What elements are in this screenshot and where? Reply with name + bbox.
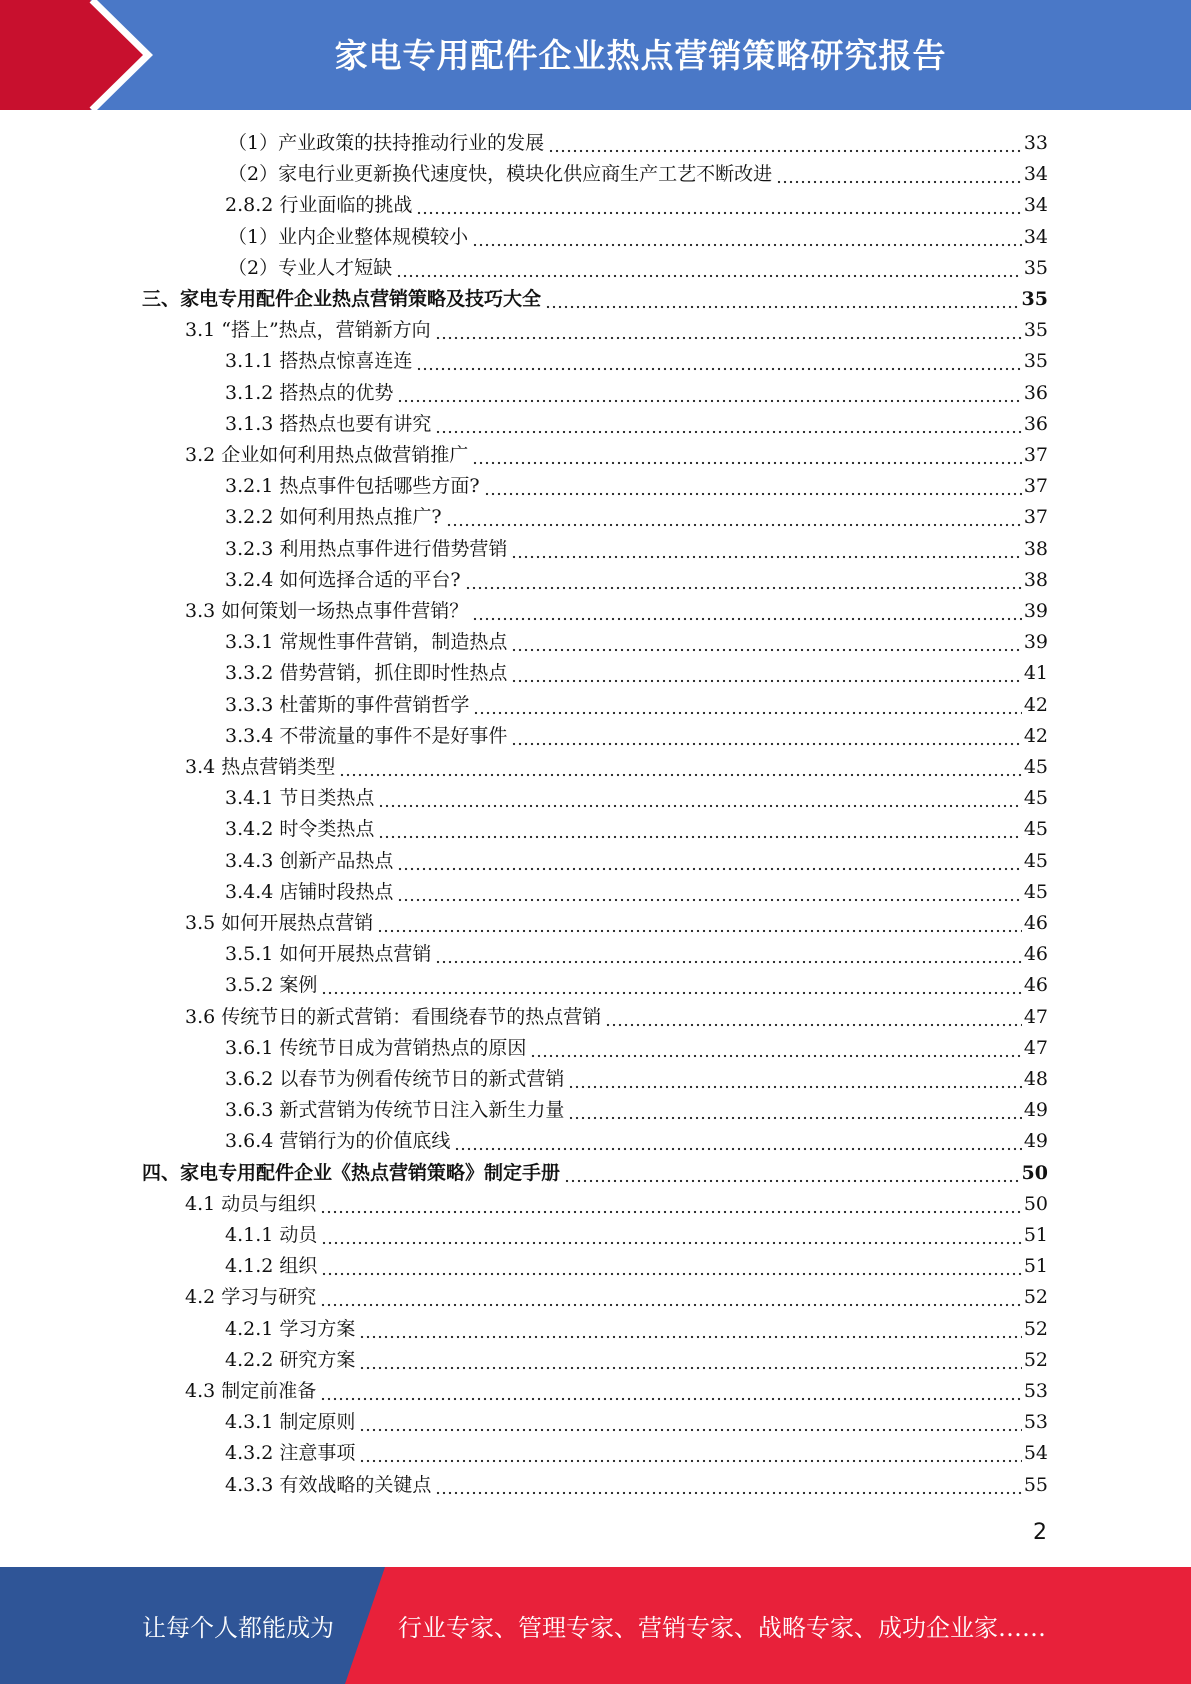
toc-entry-label: 3.6 传统节日的新式营销：看围绕春节的热点营销 xyxy=(185,1005,602,1028)
toc-leader-dots xyxy=(564,1158,1020,1188)
toc-entry[interactable] xyxy=(225,409,1048,439)
toc-leader-dots xyxy=(568,1095,1021,1125)
toc-leader-dots xyxy=(378,783,1021,813)
toc-leader-dots xyxy=(605,1002,1022,1032)
toc-entry-label: 3.1.3 搭热点也要有讲究 xyxy=(225,412,432,435)
toc-entry-page: 35 xyxy=(1023,256,1048,279)
toc-entry-page: 51 xyxy=(1023,1224,1048,1246)
toc-entry-page: 52 xyxy=(1023,1317,1048,1340)
toc-entry-page: 37 xyxy=(1023,475,1048,498)
page-footer xyxy=(0,1567,1191,1684)
toc-entry[interactable] xyxy=(185,908,1048,938)
toc-leader-dots xyxy=(397,877,1021,907)
toc-entry[interactable] xyxy=(185,1002,1048,1032)
toc-entry-page: 41 xyxy=(1023,662,1048,685)
toc-entry-label: 2.8.2 行业面临的挑战 xyxy=(225,194,413,217)
toc-entry-label: 四、家电专用配件企业《热点营销策略》制定手册 xyxy=(142,1161,561,1184)
toc-entry-label: （1）业内企业整体规模较小 xyxy=(228,225,469,248)
toc-leader-dots xyxy=(416,190,1021,220)
page-number: 2 xyxy=(1033,1520,1047,1545)
toc-entry-page: 52 xyxy=(1023,1286,1048,1309)
toc-entry-label: 4.3 制定前准备 xyxy=(185,1380,317,1402)
toc-entry[interactable] xyxy=(228,253,1048,283)
toc-leader-dots xyxy=(396,253,1022,283)
page-header xyxy=(0,0,1191,110)
toc-entry[interactable] xyxy=(185,1376,1048,1406)
toc-entry[interactable] xyxy=(225,1314,1048,1344)
toc-entry-label: 4.2.2 研究方案 xyxy=(225,1348,356,1371)
toc-entry-label: 3.5.1 如何开展热点营销 xyxy=(225,943,432,966)
toc-leader-dots xyxy=(435,409,1021,439)
toc-entry-label: 4.2.1 学习方案 xyxy=(225,1317,356,1340)
toc-entry-label: 三、家电专用配件企业热点营销策略及技巧大全 xyxy=(142,288,542,310)
toc-entry[interactable] xyxy=(225,846,1048,876)
toc-entry-label: 3.6.2 以春节为例看传统节日的新式营销 xyxy=(225,1068,565,1090)
toc-entry-page: 34 xyxy=(1023,194,1048,217)
toc-entry[interactable] xyxy=(225,1095,1048,1125)
toc-entry-label: 3.5 如何开展热点营销 xyxy=(185,912,374,934)
toc-entry-page: 50 xyxy=(1023,1192,1048,1215)
toc-entry[interactable] xyxy=(185,440,1048,470)
toc-entry-page: 36 xyxy=(1023,381,1048,404)
toc-entry-page: 35 xyxy=(1023,350,1048,373)
toc-entry-label: 3.3.1 常规性事件营销，制造热点 xyxy=(225,631,508,654)
toc-leader-dots xyxy=(568,1064,1021,1094)
toc-entry-page: 49 xyxy=(1023,1130,1048,1153)
toc-entry-label: 4.1.2 组织 xyxy=(225,1255,318,1278)
toc-entry-label: 3.2.4 如何选择合适的平台? xyxy=(225,568,461,591)
document-title: 家电专用配件企业热点营销策略研究报告 xyxy=(334,35,947,75)
toc-leader-dots xyxy=(548,128,1022,158)
toc-entry[interactable] xyxy=(142,284,1048,314)
toc-entry-label: 3.5.2 案例 xyxy=(225,974,318,997)
toc-entry-page: 45 xyxy=(1023,818,1048,841)
toc-entry-page: 45 xyxy=(1023,880,1048,903)
toc-entry-page: 38 xyxy=(1023,537,1048,560)
toc-leader-dots xyxy=(446,502,1022,532)
toc-entry-page: 36 xyxy=(1023,412,1048,435)
toc-leader-dots xyxy=(321,1251,1021,1281)
toc-entry-page: 34 xyxy=(1023,163,1048,186)
toc-entry[interactable] xyxy=(225,658,1048,688)
toc-entry-page: 35 xyxy=(1021,288,1048,310)
toc-entry-label: 3.6.3 新式营销为传统节日注入新生力量 xyxy=(225,1099,565,1122)
toc-entry-label: 3.6.1 传统节日成为营销热点的原因 xyxy=(225,1036,527,1059)
toc-entry-label: 3.2.3 利用热点事件进行借势营销 xyxy=(225,537,508,560)
toc-leader-dots xyxy=(359,1438,1021,1468)
toc-entry[interactable] xyxy=(225,970,1048,1000)
toc-entry-label: 3.4.4 店铺时段热点 xyxy=(225,880,394,903)
toc-entry[interactable] xyxy=(228,159,1048,189)
toc-entry-label: 3.3 如何策划一场热点事件营销？ xyxy=(185,600,469,622)
toc-entry[interactable] xyxy=(225,627,1048,657)
toc-leader-dots xyxy=(397,378,1021,408)
toc-entry[interactable] xyxy=(225,565,1048,595)
toc-leader-dots xyxy=(511,721,1021,751)
toc-entry-label: 3.4 热点营销类型 xyxy=(185,756,336,778)
toc-entry[interactable] xyxy=(225,1064,1048,1094)
toc-entry[interactable] xyxy=(225,1220,1048,1250)
toc-leader-dots xyxy=(435,1470,1021,1500)
toc-entry[interactable] xyxy=(225,1438,1048,1468)
toc-entry-page: 46 xyxy=(1023,974,1048,997)
toc-entry-page: 39 xyxy=(1023,600,1048,622)
toc-leader-dots xyxy=(511,627,1021,657)
toc-entry-label: 3.6.4 营销行为的价值底线 xyxy=(225,1130,451,1153)
toc-entry-label: 3.4.3 创新产品热点 xyxy=(225,849,394,872)
toc-leader-dots xyxy=(511,534,1021,564)
toc-entry-label: 3.3.2 借势营销，抓住即时性热点 xyxy=(225,662,508,685)
toc-entry-page: 45 xyxy=(1023,756,1048,778)
toc-entry-label: （2）专业人才短缺 xyxy=(228,256,393,279)
toc-entry[interactable] xyxy=(142,1158,1048,1188)
toc-leader-dots xyxy=(473,690,1021,720)
toc-entry-page: 42 xyxy=(1023,693,1048,716)
toc-entry-label: （1）产业政策的扶持推动行业的发展 xyxy=(228,132,545,154)
toc-entry-label: 3.1 “搭上”热点，营销新方向 xyxy=(185,319,431,342)
toc-leader-dots xyxy=(359,1345,1021,1375)
toc-entry[interactable] xyxy=(225,1407,1048,1437)
toc-entry[interactable] xyxy=(185,1282,1048,1312)
toc-leader-dots xyxy=(776,159,1022,189)
toc-leader-dots xyxy=(321,970,1021,1000)
toc-leader-dots xyxy=(416,346,1021,376)
toc-leader-dots xyxy=(472,596,1022,626)
toc-entry-page: 55 xyxy=(1023,1473,1048,1496)
toc-entry[interactable] xyxy=(228,222,1048,252)
toc-entry-label: 4.3.2 注意事项 xyxy=(225,1442,356,1465)
toc-entry-page: 45 xyxy=(1023,787,1048,810)
toc-entry-page: 53 xyxy=(1023,1380,1048,1402)
toc-entry-label: 4.2 学习与研究 xyxy=(185,1286,317,1309)
toc-entry[interactable] xyxy=(225,783,1048,813)
footer-slogan-left: 让每个人都能成为 xyxy=(142,1614,334,1642)
toc-entry[interactable] xyxy=(225,939,1048,969)
toc-entry-label: 3.2.2 如何利用热点推广? xyxy=(225,506,442,529)
toc-entry-label: 3.3.4 不带流量的事件不是好事件 xyxy=(225,724,508,747)
toc-entry-page: 48 xyxy=(1023,1068,1048,1090)
toc-entry-page: 46 xyxy=(1023,912,1048,934)
toc-entry-label: 3.4.1 节日类热点 xyxy=(225,787,375,810)
toc-entry[interactable] xyxy=(225,877,1048,907)
toc-entry-label: 3.4.2 时令类热点 xyxy=(225,818,375,841)
toc-leader-dots xyxy=(484,471,1022,501)
toc-entry-page: 53 xyxy=(1023,1411,1048,1434)
toc-entry-page: 37 xyxy=(1023,506,1048,529)
toc-entry[interactable] xyxy=(185,596,1048,626)
toc-leader-dots xyxy=(465,565,1022,595)
toc-leader-dots xyxy=(545,284,1020,314)
toc-entry-label: 3.2 企业如何利用热点做营销推广 xyxy=(185,444,469,466)
toc-entry[interactable] xyxy=(225,1251,1048,1281)
toc-entry-page: 46 xyxy=(1023,943,1048,966)
toc-leader-dots xyxy=(320,1376,1022,1406)
toc-entry-label: 3.3.3 杜蕾斯的事件营销哲学 xyxy=(225,693,470,716)
toc-entry-label: 4.1.1 动员 xyxy=(225,1224,318,1246)
toc-leader-dots xyxy=(511,658,1021,688)
toc-leader-dots xyxy=(378,814,1021,844)
toc-leader-dots xyxy=(320,1189,1022,1219)
toc-entry-label: 4.1 动员与组织 xyxy=(185,1192,317,1215)
toc-entry-label: 3.2.1 热点事件包括哪些方面? xyxy=(225,475,480,498)
toc-entry[interactable] xyxy=(225,721,1048,751)
toc-entry[interactable] xyxy=(225,502,1048,532)
toc-entry[interactable] xyxy=(225,1345,1048,1375)
header-arrow-decoration xyxy=(0,0,160,110)
toc-entry-page: 47 xyxy=(1023,1005,1048,1028)
toc-entry-page: 39 xyxy=(1023,631,1048,654)
toc-entry-page: 42 xyxy=(1023,724,1048,747)
toc-entry[interactable] xyxy=(225,534,1048,564)
toc-entry[interactable] xyxy=(225,690,1048,720)
toc-entry-page: 38 xyxy=(1023,568,1048,591)
toc-leader-dots xyxy=(472,222,1022,252)
toc-entry-label: 3.1.2 搭热点的优势 xyxy=(225,381,394,404)
toc-entry[interactable] xyxy=(185,1189,1048,1219)
toc-entry[interactable] xyxy=(185,752,1048,782)
toc-entry-label: 4.3.3 有效战略的关键点 xyxy=(225,1473,432,1496)
toc-leader-dots xyxy=(320,1282,1022,1312)
toc-entry[interactable] xyxy=(225,346,1048,376)
toc-entry[interactable] xyxy=(185,315,1048,345)
toc-entry-page: 51 xyxy=(1023,1255,1048,1278)
toc-entry[interactable] xyxy=(228,128,1048,158)
toc-entry[interactable] xyxy=(225,471,1048,501)
toc-entry-label: 3.1.1 搭热点惊喜连连 xyxy=(225,350,413,373)
toc-leader-dots xyxy=(435,939,1021,969)
toc-leader-dots xyxy=(397,846,1021,876)
toc-entry-label: 4.3.1 制定原则 xyxy=(225,1411,356,1434)
toc-entry-page: 50 xyxy=(1021,1161,1048,1184)
toc-entry[interactable] xyxy=(225,814,1048,844)
toc-entry-page: 52 xyxy=(1023,1348,1048,1371)
toc-leader-dots xyxy=(530,1033,1021,1063)
toc-entry-page: 47 xyxy=(1023,1036,1048,1059)
toc-leader-dots xyxy=(454,1126,1021,1156)
toc-entry[interactable] xyxy=(225,1033,1048,1063)
toc-entry[interactable] xyxy=(225,378,1048,408)
toc-entry[interactable] xyxy=(225,190,1048,220)
toc-entry-page: 33 xyxy=(1023,132,1048,154)
toc-entry[interactable] xyxy=(225,1470,1048,1500)
toc-leader-dots xyxy=(339,752,1022,782)
toc-leader-dots xyxy=(359,1314,1021,1344)
toc-entry-page: 49 xyxy=(1023,1099,1048,1122)
toc-leader-dots xyxy=(435,315,1022,345)
toc-leader-dots xyxy=(321,1220,1021,1250)
toc-entry-page: 45 xyxy=(1023,849,1048,872)
toc-leader-dots xyxy=(472,440,1022,470)
toc-entry-page: 34 xyxy=(1023,225,1048,248)
toc-entry-label: （2）家电行业更新换代速度快，模块化供应商生产工艺不断改进 xyxy=(228,163,773,186)
toc-entry-page: 37 xyxy=(1023,444,1048,466)
toc-leader-dots xyxy=(359,1407,1021,1437)
footer-slogan-right: 行业专家、管理专家、营销专家、战略专家、成功企业家…… xyxy=(398,1614,1046,1642)
toc-entry[interactable] xyxy=(225,1126,1048,1156)
toc-leader-dots xyxy=(377,908,1022,938)
toc-entry-page: 35 xyxy=(1023,319,1048,342)
toc-entry-page: 54 xyxy=(1023,1442,1048,1465)
